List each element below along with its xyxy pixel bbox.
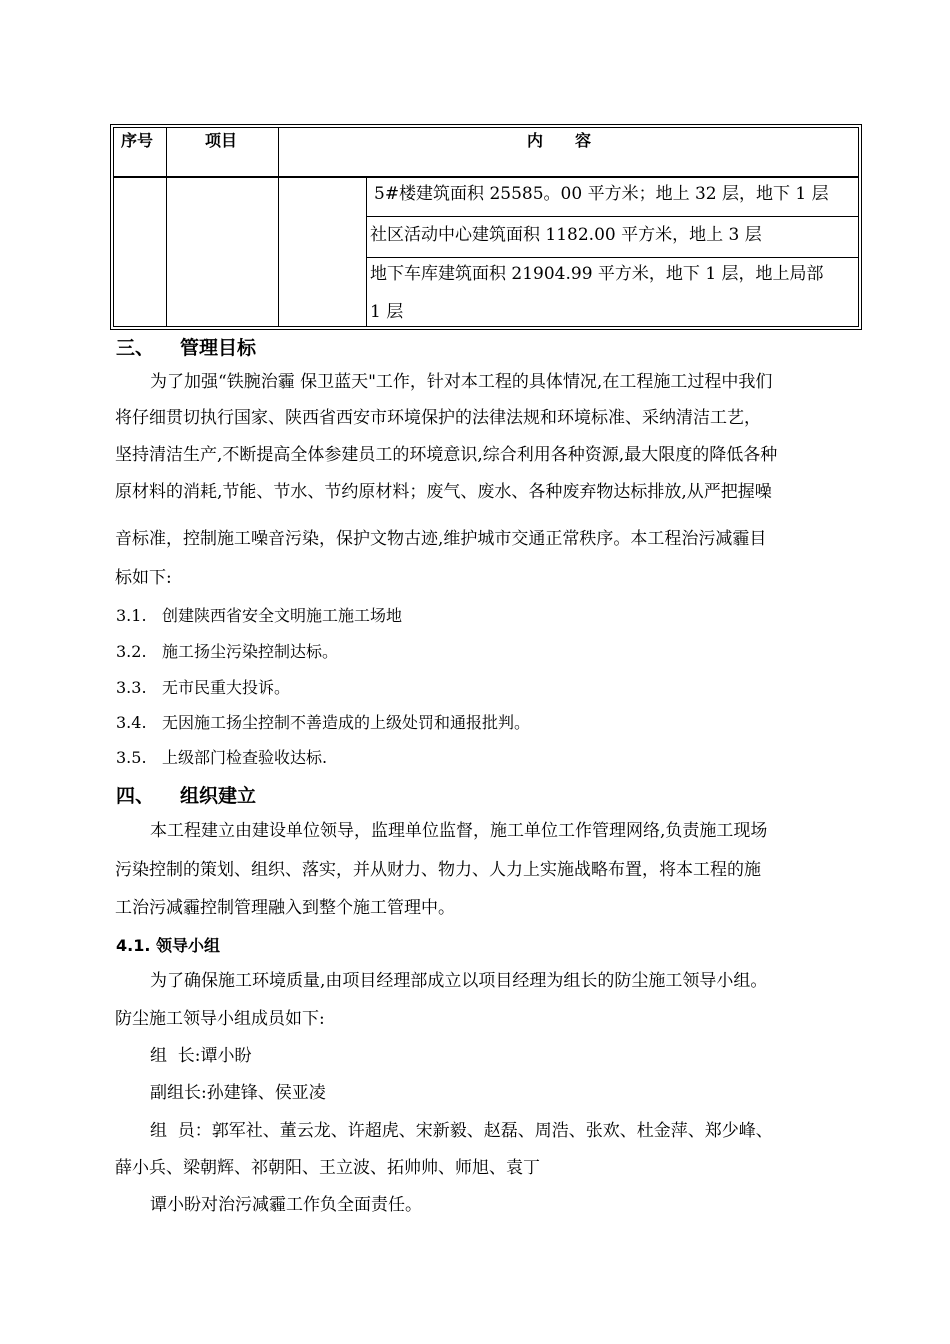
section4-number: 四、 (116, 785, 155, 807)
list-item-text: 无因施工扬尘控制不善造成的上级处罚和通报批判。 (162, 713, 531, 732)
table-cell-building5: 5#楼建筑面积 25585。00 平方米；地上 32 层，地下 1 层 (374, 184, 829, 204)
list-item (116, 606, 402, 626)
paragraph-line: 污染控制的策划、组织、落实，并从财力、物力、人力上实施战略布置，将本工程的施 (115, 860, 761, 880)
table-col-divider-2 (278, 127, 279, 327)
section3-number: 三、 (116, 337, 155, 359)
paragraph-line: 音标准，控制施工噪音污染，保护文物古迹,维护城市交通正常秩序。本工程治污减霾目 (115, 529, 767, 549)
paragraph-line: 本工程建立由建设单位领导，监理单位监督，施工单位工作管理网络,负责施工现场 (150, 821, 768, 841)
list-item (116, 678, 290, 698)
paragraph-line: 坚持清洁生产,不断提高全体参建员工的环境意识,综合利用各种资源,最大限度的降低各种 (115, 445, 778, 465)
group-members-cont: 薛小兵、梁朝辉、祁朝阳、王立波、拓帅帅、师旭、袁丁 (115, 1158, 540, 1178)
list-item (116, 748, 327, 768)
list-item-text: 创建陕西省安全文明施工施工场地 (162, 606, 403, 625)
table-col-divider-1 (166, 127, 167, 327)
list-item-number: 3.3. (116, 678, 147, 697)
subsection-heading: 4.1. 领导小组 (116, 936, 220, 955)
paragraph-line: 为了确保施工环境质量,由项目经理部成立以项目经理为组长的防尘施工领导小组。 (150, 971, 768, 991)
group-deputy-leaders: 副组长:孙建锋、侯亚凌 (150, 1083, 326, 1103)
section3-title: 管理目标 (180, 337, 257, 359)
paragraph-line: 防尘施工领导小组成员如下: (115, 1009, 325, 1029)
list-item-number: 3.4. (116, 713, 147, 732)
group-members: 组 员：郭军社、董云龙、许超虎、宋新毅、赵磊、周浩、张欢、杜金萍、郑少峰、 (150, 1121, 773, 1141)
table-row-divider-1 (366, 216, 859, 217)
table-cell-garage: 地下车库建筑面积 21904.99 平方米，地下 1 层，地上局部 (370, 264, 824, 284)
list-item (116, 713, 530, 733)
section3-heading (116, 336, 256, 360)
list-item (116, 642, 338, 662)
table-header-item: 项目 (205, 131, 238, 150)
section4-title: 组织建立 (180, 785, 257, 807)
paragraph-line: 工治污减霾控制管理融入到整个施工管理中。 (115, 898, 455, 918)
table-header-content: 内 容 (527, 131, 592, 150)
list-item-text: 无市民重大投诉。 (162, 678, 291, 697)
section4-heading (116, 784, 256, 808)
list-item-number: 3.5. (116, 748, 147, 767)
list-item-text: 施工扬尘污染控制达标。 (162, 642, 339, 661)
responsibility-statement: 谭小盼对治污减霾工作负全面责任。 (150, 1195, 422, 1215)
table-row-divider-2 (366, 257, 859, 258)
paragraph-line: 为了加强“铁腕治霾 保卫蓝天"工作，针对本工程的具体情况,在工程施工过程中我们 (150, 372, 773, 392)
list-item-text: 上级部门检查验收达标. (162, 748, 328, 767)
table-cell-community-center: 社区活动中心建筑面积 1182.00 平方米，地上 3 层 (370, 225, 762, 245)
table-cell-garage-cont: 1 层 (370, 302, 404, 322)
paragraph-line: 将仔细贯切执行国家、陕西省西安市环境保护的法律法规和环境标准、采纳清洁工艺， (115, 408, 761, 428)
table-header-divider (113, 176, 859, 178)
paragraph-line: 标如下: (115, 568, 172, 588)
group-leader: 组 长:谭小盼 (150, 1046, 252, 1066)
list-item-number: 3.1. (116, 606, 147, 625)
table-col-divider-3 (366, 178, 367, 327)
table-header-index: 序号 (121, 131, 154, 150)
list-item-number: 3.2. (116, 642, 147, 661)
paragraph-line: 原材料的消耗,节能、节水、节约原材料；废气、废水、各种废弃物达标排放,从严把握噪 (115, 482, 772, 502)
